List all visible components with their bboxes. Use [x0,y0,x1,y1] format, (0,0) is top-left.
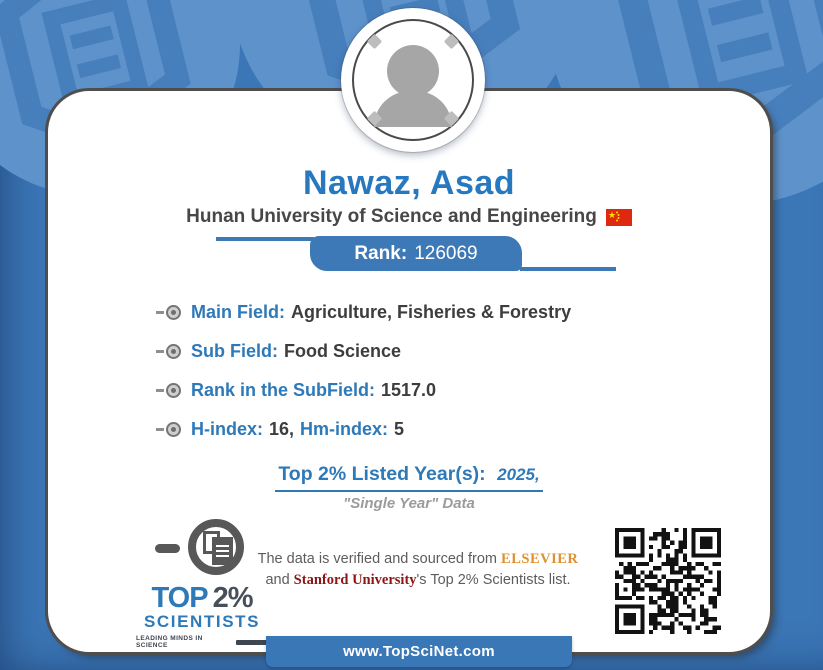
affiliation-row [48,206,770,228]
field-label: H-index: [191,418,263,439]
tagline-bar [236,640,268,645]
field-value: Agriculture, Fisheries & Forestry [291,301,572,322]
certificate-card [45,88,773,660]
field-value: 16, [269,418,295,439]
magnifier-documents-icon [147,519,257,581]
list-item [156,418,571,440]
logo-wordmark [151,582,252,615]
elsevier-wordmark: ELSEVIER [501,551,579,567]
verification-middle: and [265,572,294,588]
rank-label: Rank: [354,242,408,264]
stanford-wordmark: Stanford University [293,572,417,588]
listed-years [48,463,770,492]
single-year-note: "Single Year" Data [343,495,475,512]
list-item [156,379,571,401]
field-value: 1517.0 [381,379,437,400]
field-label: Rank in the SubField: [191,379,376,400]
top2-scientists-logo [136,519,268,649]
listed-years-value: 2025, [497,465,540,484]
listed-years-underline [275,463,542,492]
rank-divider-right [520,267,616,271]
target-bullet-icon [156,344,181,359]
field-label: Sub Field: [191,340,278,361]
target-bullet-icon [156,383,181,398]
rank-value: 126069 [414,242,478,264]
person-silhouette-icon [387,45,439,97]
target-bullet-icon [156,305,181,320]
website-url: www.TopSciNet.com [343,643,495,660]
logo-word-pct: 2% [212,582,253,614]
logo-word-top: TOP [151,582,208,614]
verification-text [253,549,583,591]
rank-divider-left [216,237,314,241]
scholar-name: Nawaz, Asad [302,164,516,202]
listed-years-label: Top 2% Listed Year(s): [278,463,486,485]
qr-code [615,528,721,634]
field-value: 5 [394,418,405,439]
china-flag-icon [606,209,632,226]
logo-tagline: LEADING MINDS IN SCIENCE [136,635,203,649]
list-item [156,301,571,323]
field-value: Food Science [284,340,402,361]
logo-tagline-row [136,635,268,649]
field-list [156,301,571,457]
affiliation-text: Hunan University of Science and Engineering [186,206,597,227]
target-bullet-icon [156,422,181,437]
logo-word-scientists: SCIENTISTS [143,612,261,631]
list-item [156,340,571,362]
rank-badge [310,236,522,271]
verification-suffix: 's Top 2% Scientists list. [416,572,571,588]
verification-prefix: The data is verified and sourced from [257,551,502,567]
svg-text:★: ★ [607,209,616,220]
field-label: Hm-index: [300,418,389,439]
footer-bar [266,636,572,667]
field-label: Main Field: [191,301,285,322]
profile-photo-placeholder [341,8,485,152]
